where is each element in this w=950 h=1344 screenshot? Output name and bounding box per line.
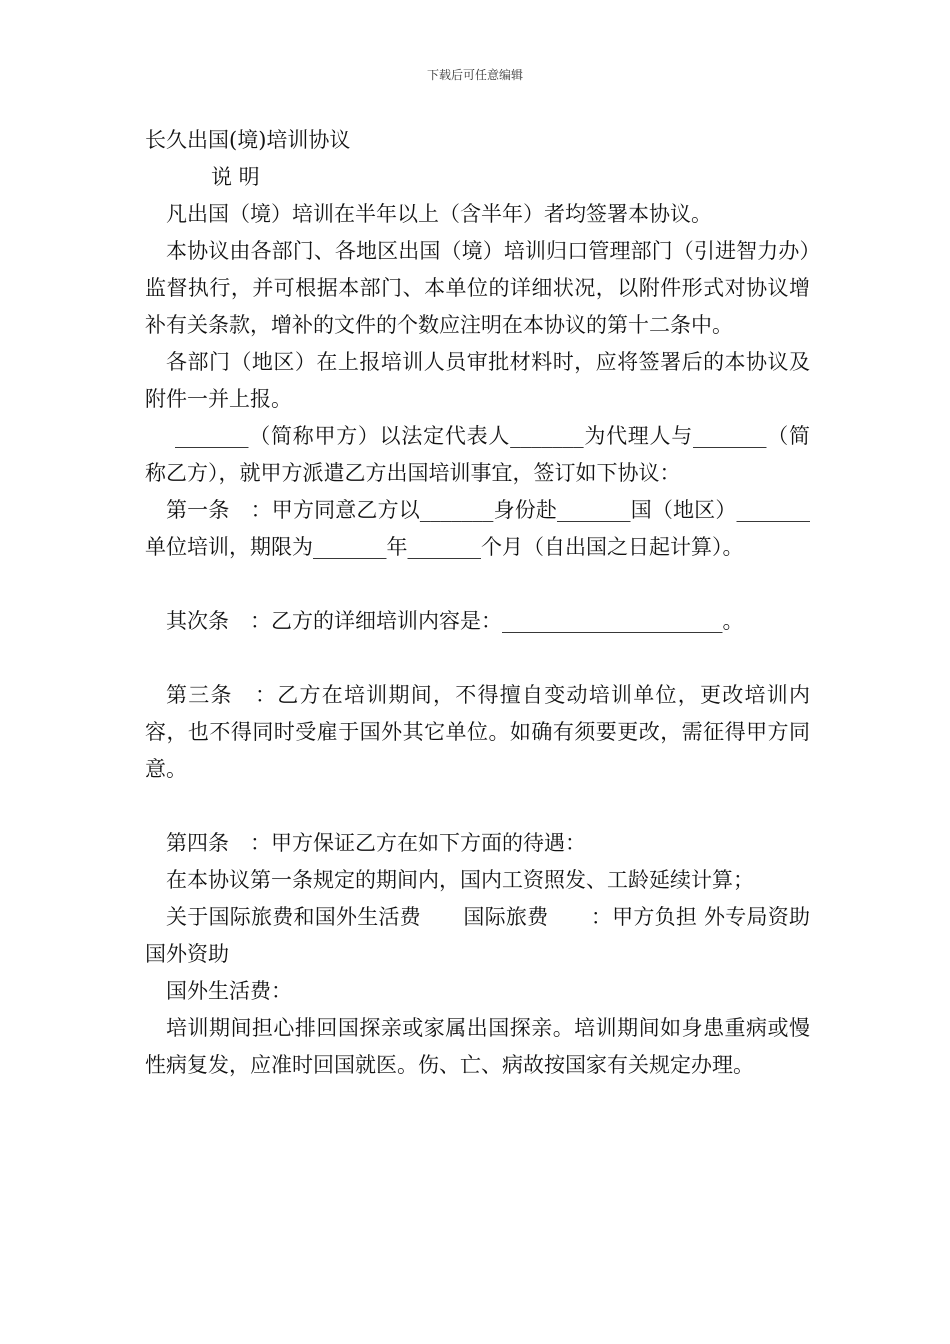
article-2: 其次条 ：乙方的详细培训内容是：_____________________。 — [166, 609, 744, 633]
paragraph-supervision: 本协议由各部门、各地区出国（境）培训归口管理部门（引进智力办）监督执行，并可根据本部门、本单位的详细状况，以附件形式对协议增补有关条款，增补的文件的个数应注明在本协议的第十二条中。 — [145, 239, 810, 337]
article-1: 第一条 ：甲方同意乙方以_______身份赴_______国（地区）_______单位培训，期限为_______年_______个月（自出国之日起计算）。 — [145, 498, 810, 559]
article-4-item-leave-medical: 培训期间担心排回国探亲或家属出国探亲。培训期间如身患重病或慢性病复发，应准时回国就医。伤、亡、病故按国家有关规定办理。 — [145, 1016, 810, 1077]
document-title: 长久出国(境)培训协议 — [145, 128, 351, 152]
article-3: 第三条 ：乙方在培训期间，不得擅自变动培训单位，更改培训内容，也不得同时受雇于国外其它单位。如确有须要更改，需征得甲方同意。 — [145, 683, 810, 781]
article-4-item-travel: 关于国际旅费和国外生活费 国际旅费 ：甲方负担 外专局资助 国外资助 — [145, 905, 817, 966]
paragraph-submission: 各部门（地区）在上报培训人员审批材料时，应将签署后的本协议及附件一并上报。 — [145, 350, 810, 411]
article-4: 第四条 ：甲方保证乙方在如下方面的待遇： — [166, 831, 586, 855]
article-4-item-living-expense: 国外生活费： — [166, 979, 292, 1003]
paragraph-parties: _______（简称甲方）以法定代表人_______为代理人与_______（简称乙方），就甲方派遣乙方出国培训事宜，签订如下协议： — [145, 424, 810, 485]
document-subtitle: 说 明 — [211, 165, 260, 189]
article-4-item-salary: 在本协议第一条规定的期间内，国内工资照发、工龄延续计算； — [166, 868, 754, 892]
page-header-note: 下载后可任意编辑 — [426, 68, 523, 82]
document-body — [145, 122, 817, 1084]
paragraph-scope: 凡出国（境）培训在半年以上（含半年）者均签署本协议。 — [166, 202, 712, 226]
